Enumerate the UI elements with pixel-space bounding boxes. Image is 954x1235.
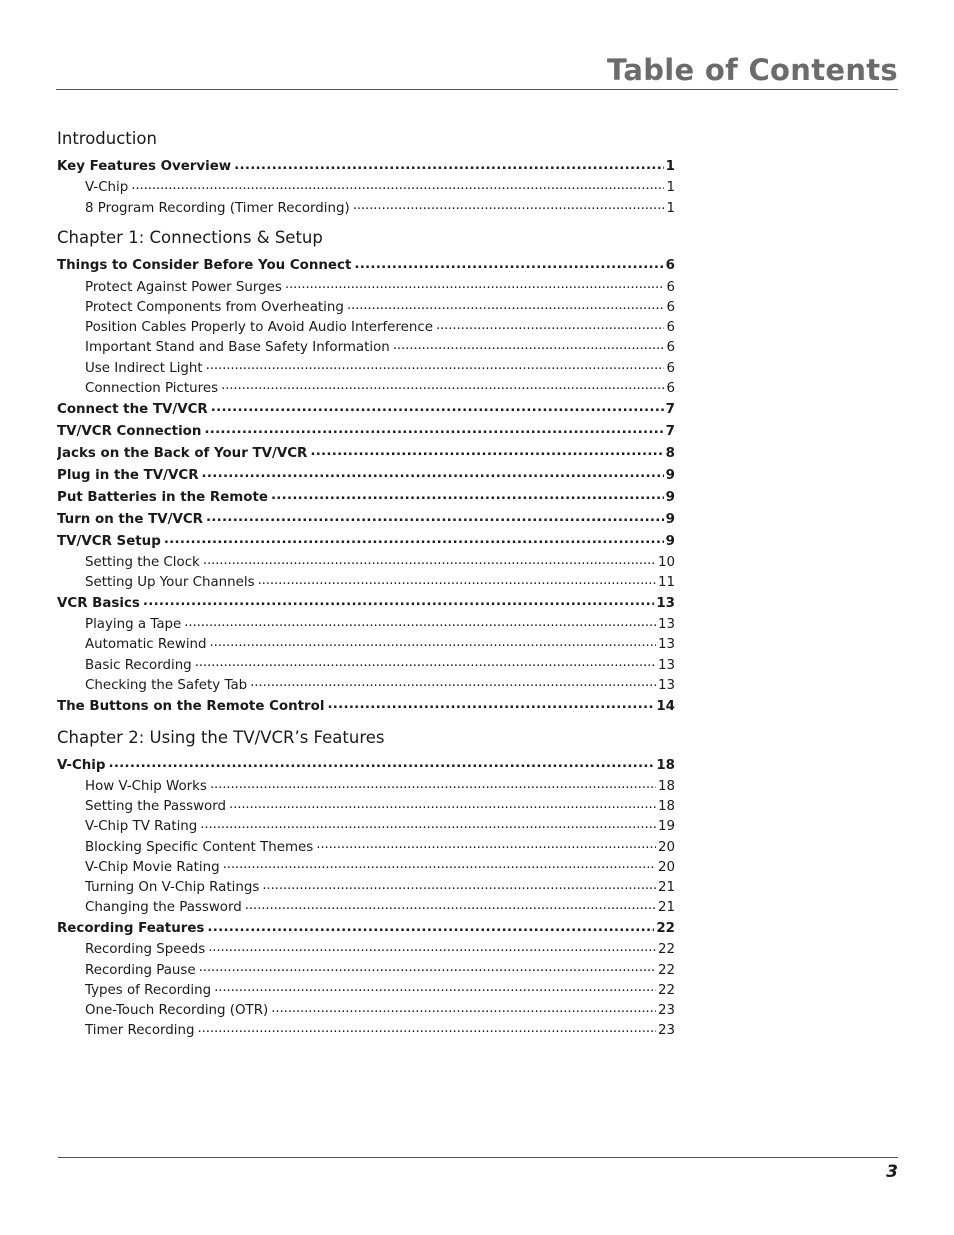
toc-entry-page: 11 bbox=[657, 575, 675, 591]
toc-entry-label: 8 Program Recording (Timer Recording) bbox=[85, 200, 350, 216]
dot-leader bbox=[131, 178, 664, 191]
toc-subentry[interactable] bbox=[57, 777, 675, 797]
toc-subentry[interactable] bbox=[57, 675, 675, 695]
toc-entry[interactable] bbox=[57, 421, 675, 443]
toc-subentry[interactable] bbox=[57, 635, 675, 655]
table-of-contents bbox=[57, 126, 675, 1041]
toc-entry-page: 14 bbox=[656, 698, 675, 714]
toc-entry-label: Timer Recording bbox=[85, 1023, 195, 1039]
toc-subentry[interactable] bbox=[57, 615, 675, 635]
toc-entry[interactable] bbox=[57, 696, 675, 718]
dot-leader bbox=[327, 696, 654, 709]
toc-entry-page: 10 bbox=[657, 554, 675, 570]
toc-entry-page: 13 bbox=[657, 657, 675, 673]
toc-entry-label: Put Batteries in the Remote bbox=[57, 489, 268, 505]
toc-entry-page: 18 bbox=[657, 779, 675, 795]
toc-entry-label: V-Chip bbox=[57, 757, 106, 773]
toc-entry-label: Types of Recording bbox=[85, 982, 212, 998]
toc-entry-label: The Buttons on the Remote Control bbox=[57, 698, 325, 714]
dot-leader bbox=[211, 399, 664, 412]
toc-entry-label: Things to Consider Before You Connect bbox=[57, 258, 352, 274]
toc-subentry[interactable] bbox=[57, 980, 675, 1000]
toc-entry-label: Recording Features bbox=[57, 920, 205, 936]
toc-subentry[interactable] bbox=[57, 338, 675, 358]
toc-entry-label: Plug in the TV/VCR bbox=[57, 467, 199, 483]
toc-entry-page: 7 bbox=[665, 401, 675, 417]
toc-entry-page: 1 bbox=[666, 180, 675, 196]
toc-entry-label: Position Cables Properly to Avoid Audio Interference bbox=[85, 320, 433, 336]
toc-entry-page: 6 bbox=[666, 380, 675, 396]
dot-leader bbox=[143, 593, 654, 606]
toc-entry-page: 7 bbox=[665, 423, 675, 439]
toc-entry-page: 13 bbox=[657, 637, 675, 653]
toc-entry-label: Important Stand and Base Safety Information bbox=[85, 340, 390, 356]
page-title: Table of Contents bbox=[607, 53, 898, 87]
toc-subentry[interactable] bbox=[57, 553, 675, 573]
toc-entry-page: 6 bbox=[666, 320, 675, 336]
toc-entry-label: V-Chip bbox=[85, 180, 129, 196]
toc-subentry[interactable] bbox=[57, 960, 675, 980]
dot-leader bbox=[200, 817, 656, 830]
toc-entry-page: 20 bbox=[657, 839, 675, 855]
header-divider bbox=[56, 89, 898, 90]
toc-entry-label: TV/VCR Setup bbox=[57, 533, 161, 549]
page-header bbox=[56, 50, 898, 90]
toc-entry-page: 6 bbox=[666, 360, 675, 376]
dot-leader bbox=[285, 277, 665, 290]
section-heading: Chapter 1: Connections & Setup bbox=[57, 228, 323, 248]
dot-leader bbox=[393, 338, 665, 351]
toc-entry-page: 13 bbox=[657, 677, 675, 693]
toc-subentry[interactable] bbox=[57, 298, 675, 318]
toc-entry-label: Turning On V-Chip Ratings bbox=[85, 879, 260, 895]
toc-entry-page: 9 bbox=[665, 489, 675, 505]
toc-entry-page: 1 bbox=[665, 159, 675, 174]
toc-subentry[interactable] bbox=[57, 898, 675, 918]
toc-entry[interactable] bbox=[57, 465, 675, 487]
toc-subentry[interactable] bbox=[57, 573, 675, 593]
section-heading: Chapter 2: Using the TV/VCR’s Features bbox=[57, 727, 385, 747]
toc-subentry[interactable] bbox=[57, 358, 675, 378]
toc-subentry[interactable] bbox=[57, 178, 675, 198]
toc-entry-label: V-Chip Movie Rating bbox=[85, 859, 220, 875]
dot-leader bbox=[214, 980, 656, 993]
toc-entry-page: 6 bbox=[666, 340, 675, 356]
toc-entry-page: 21 bbox=[657, 900, 675, 916]
toc-entry-label: Setting Up Your Channels bbox=[85, 575, 255, 591]
toc-entry-label: V-Chip TV Rating bbox=[85, 819, 198, 835]
toc-entry-page: 22 bbox=[657, 962, 675, 978]
toc-subentry[interactable] bbox=[57, 1001, 675, 1021]
toc-entry-label: Checking the Safety Tab bbox=[85, 677, 248, 693]
toc-subentry[interactable] bbox=[57, 198, 675, 218]
toc-entry[interactable] bbox=[57, 399, 675, 421]
dot-leader bbox=[353, 198, 665, 211]
toc-entry-page: 13 bbox=[656, 595, 675, 611]
footer-divider bbox=[58, 1157, 898, 1158]
dot-leader bbox=[436, 318, 665, 331]
toc-entry-label: Turn on the TV/VCR bbox=[57, 511, 203, 527]
toc-entry-label: Jacks on the Back of Your TV/VCR bbox=[57, 445, 308, 461]
toc-entry-label: Recording Pause bbox=[85, 962, 196, 978]
toc-entry-label: Use Indirect Light bbox=[85, 360, 203, 376]
toc-entry-label: Protect Against Power Surges bbox=[85, 279, 282, 295]
dot-leader bbox=[206, 358, 665, 371]
toc-entry-label: Connection Pictures bbox=[85, 380, 219, 396]
toc-entry-page: 19 bbox=[657, 819, 675, 835]
toc-subentry[interactable] bbox=[57, 655, 675, 675]
toc-entry-label: Setting the Password bbox=[85, 799, 226, 815]
dot-leader bbox=[316, 837, 656, 850]
dot-leader bbox=[258, 573, 656, 586]
toc-subentry[interactable] bbox=[57, 318, 675, 338]
toc-entry-page: 9 bbox=[665, 511, 675, 527]
toc-subentry[interactable] bbox=[57, 817, 675, 837]
toc-subentry[interactable] bbox=[57, 857, 675, 877]
toc-entry-label: Changing the Password bbox=[85, 900, 242, 916]
toc-entry-label: Basic Recording bbox=[85, 657, 192, 673]
toc-entry[interactable] bbox=[57, 487, 675, 509]
toc-entry-page: 9 bbox=[665, 467, 675, 483]
toc-subentry[interactable] bbox=[57, 878, 675, 898]
toc-entry-page: 23 bbox=[657, 1002, 675, 1018]
dot-leader bbox=[354, 256, 663, 269]
dot-leader bbox=[198, 1021, 656, 1034]
toc-entry-page: 21 bbox=[657, 879, 675, 895]
section-heading: Introduction bbox=[57, 129, 157, 148]
toc-entry[interactable] bbox=[57, 443, 675, 465]
dot-leader bbox=[250, 675, 656, 688]
dot-leader bbox=[195, 655, 656, 668]
toc-entry-page: 6 bbox=[665, 258, 675, 274]
toc-entry-page: 9 bbox=[665, 533, 675, 549]
dot-leader bbox=[202, 465, 664, 478]
toc-entry[interactable] bbox=[57, 593, 675, 615]
toc-entry-page: 20 bbox=[657, 859, 675, 875]
dot-leader bbox=[210, 777, 656, 790]
toc-subentry[interactable] bbox=[57, 940, 675, 960]
dot-leader bbox=[108, 755, 654, 768]
toc-entry[interactable] bbox=[57, 755, 675, 777]
toc-subentry[interactable] bbox=[57, 837, 675, 857]
toc-entry-page: 22 bbox=[656, 920, 675, 936]
dot-leader bbox=[184, 615, 656, 628]
dot-leader bbox=[221, 378, 664, 391]
dot-leader bbox=[223, 857, 656, 870]
toc-subentry[interactable] bbox=[57, 277, 675, 297]
toc-entry-page: 6 bbox=[666, 299, 675, 315]
toc-entry[interactable] bbox=[57, 255, 675, 277]
dot-leader bbox=[203, 553, 656, 566]
toc-entry-page: 18 bbox=[656, 757, 675, 773]
toc-entry-label: Key Features Overview bbox=[57, 159, 232, 174]
toc-entry-page: 8 bbox=[665, 445, 675, 461]
toc-entry-label: Blocking Specific Content Themes bbox=[85, 839, 314, 855]
toc-entry-page: 18 bbox=[657, 799, 675, 815]
toc-entry[interactable] bbox=[57, 918, 675, 940]
toc-entry-label: Recording Speeds bbox=[85, 942, 206, 958]
dot-leader bbox=[199, 960, 656, 973]
toc-entry-page: 13 bbox=[657, 617, 675, 633]
dot-leader bbox=[208, 940, 656, 953]
page-number: 3 bbox=[886, 1162, 898, 1182]
toc-subentry[interactable] bbox=[57, 797, 675, 817]
toc-entry-label: Connect the TV/VCR bbox=[57, 401, 208, 417]
toc-entry-page: 1 bbox=[666, 200, 675, 216]
toc-entry[interactable] bbox=[57, 156, 675, 178]
dot-leader bbox=[271, 1001, 656, 1014]
toc-entry-page: 6 bbox=[666, 279, 675, 295]
dot-leader bbox=[245, 898, 656, 911]
toc-entry-label: One-Touch Recording (OTR) bbox=[85, 1002, 269, 1018]
toc-entry-label: Protect Components from Overheating bbox=[85, 299, 344, 315]
dot-leader bbox=[347, 298, 665, 311]
toc-entry[interactable] bbox=[57, 509, 675, 531]
dot-leader bbox=[262, 878, 656, 891]
dot-leader bbox=[164, 531, 664, 544]
dot-leader bbox=[207, 919, 654, 932]
dot-leader bbox=[206, 509, 664, 522]
toc-entry-page: 23 bbox=[657, 1023, 675, 1039]
dot-leader bbox=[229, 797, 656, 810]
toc-entry-label: Playing a Tape bbox=[85, 617, 182, 633]
dot-leader bbox=[234, 157, 664, 170]
toc-entry-label: TV/VCR Connection bbox=[57, 423, 202, 439]
dot-leader bbox=[210, 635, 656, 648]
dot-leader bbox=[310, 443, 663, 456]
toc-entry-label: VCR Basics bbox=[57, 595, 140, 611]
toc-entry[interactable] bbox=[57, 531, 675, 553]
toc-subentry[interactable] bbox=[57, 1021, 675, 1041]
toc-entry-label: Automatic Rewind bbox=[85, 637, 207, 653]
toc-entry-label: Setting the Clock bbox=[85, 554, 200, 570]
toc-entry-page: 22 bbox=[657, 982, 675, 998]
dot-leader bbox=[271, 487, 664, 500]
toc-entry-label: How V-Chip Works bbox=[85, 779, 207, 795]
toc-subentry[interactable] bbox=[57, 378, 675, 398]
toc-entry-page: 22 bbox=[657, 942, 675, 958]
dot-leader bbox=[204, 421, 663, 434]
